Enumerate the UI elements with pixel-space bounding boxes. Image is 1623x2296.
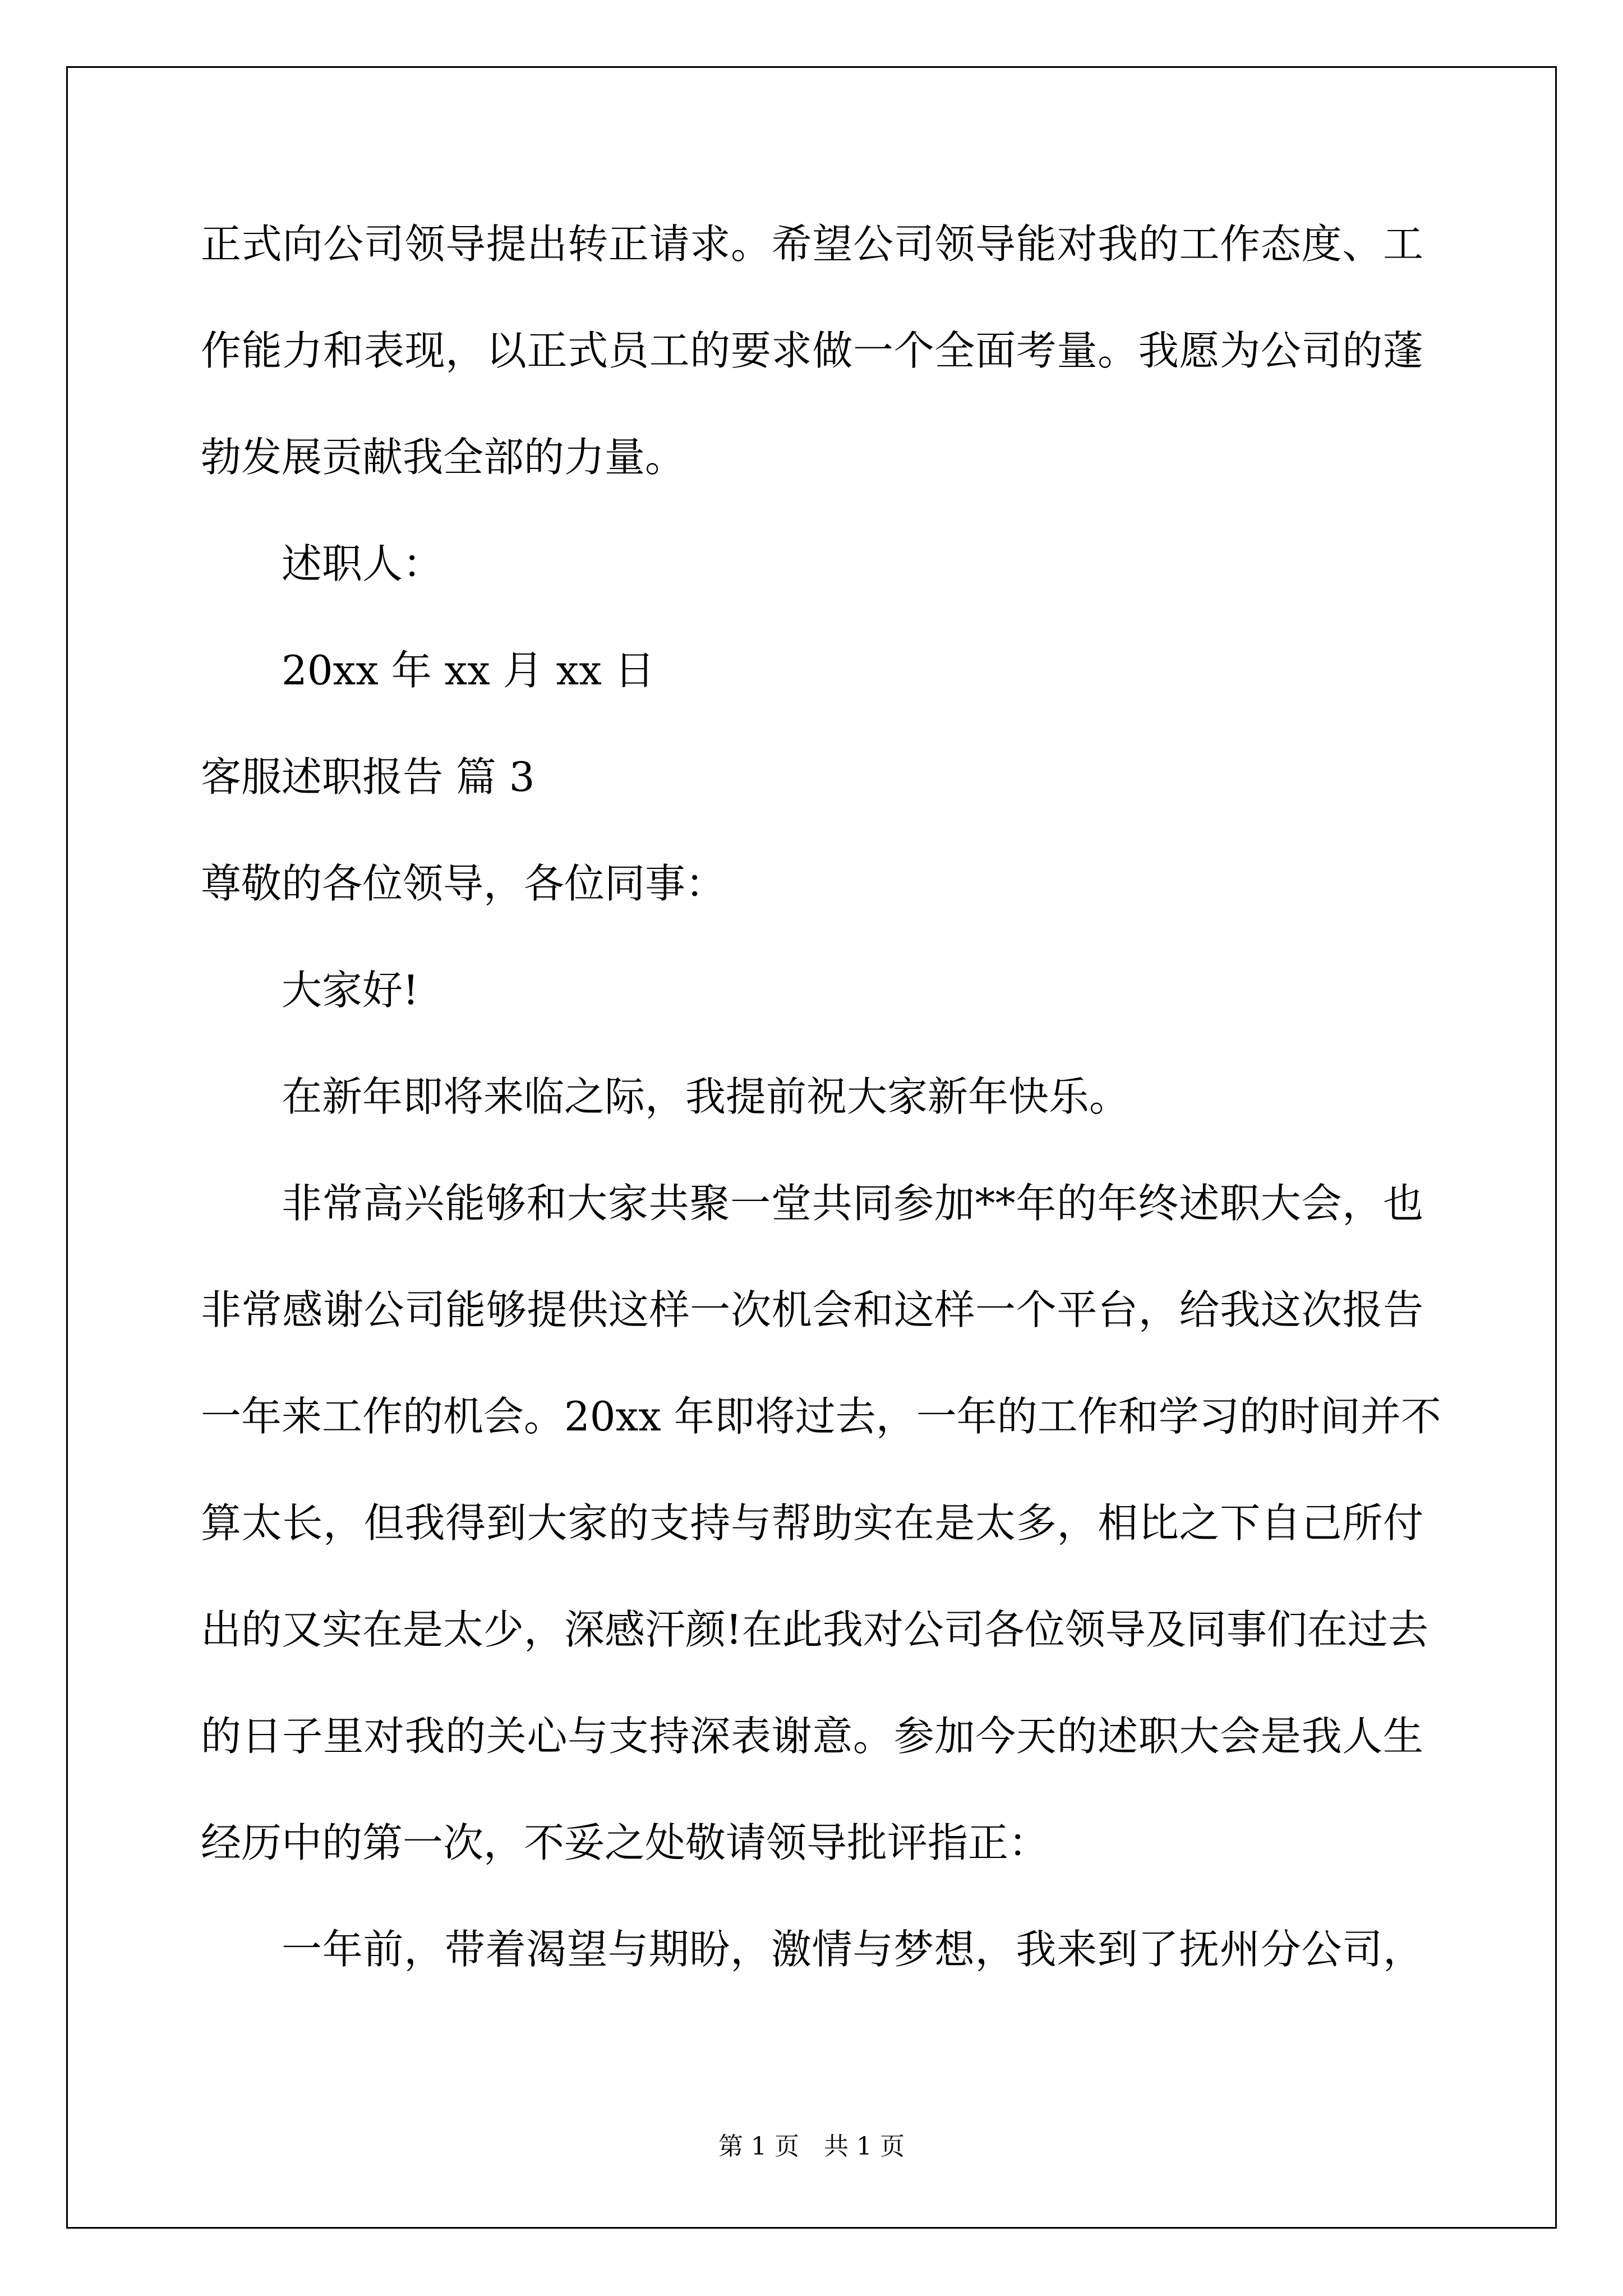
page-number-footer: 第 1 页 共 1 页 bbox=[718, 2132, 905, 2161]
greeting: 大家好! bbox=[282, 967, 419, 1014]
paragraph-line: 算太长，但我得到大家的支持与帮助实在是太多，相比之下自己所付 bbox=[201, 1499, 1423, 1547]
paragraph-line: 正式向公司领导提出转正请求。希望公司领导能对我的工作态度、工 bbox=[201, 220, 1423, 268]
paragraph-line: 一年前，带着渴望与期盼，激情与梦想，我来到了抚州分公司， bbox=[282, 1926, 1423, 1973]
paragraph-line: 在新年即将来临之际，我提前祝大家新年快乐。 bbox=[282, 1073, 1130, 1120]
salutation: 尊敬的各位领导，各位同事： bbox=[201, 860, 726, 907]
document-body bbox=[201, 213, 1441, 2025]
paragraph-line: 经历中的第一次，不妥之处敬请领导批评指正： bbox=[201, 1819, 1049, 1866]
paragraph-line: 一年来工作的机会。20xx 年即将过去，一年的工作和学习的时间并不 bbox=[201, 1393, 1441, 1440]
signature-label: 述职人： bbox=[282, 540, 444, 587]
paragraph-line: 作能力和表现，以正式员工的要求做一个全面考量。我愿为公司的蓬 bbox=[201, 327, 1423, 374]
paragraph-line: 非常感谢公司能够提供这样一次机会和这样一个平台，给我这次报告 bbox=[201, 1286, 1423, 1333]
section-heading: 客服述职报告 篇 3 bbox=[201, 753, 535, 800]
paragraph-line: 的日子里对我的关心与支持深表谢意。参加今天的述职大会是我人生 bbox=[201, 1713, 1423, 1760]
paragraph-line: 非常高兴能够和大家共聚一堂共同参加**年的年终述职大会，也 bbox=[282, 1180, 1423, 1227]
paragraph-line: 出的又实在是太少，深感汗颜!在此我对公司各位领导及同事们在过去 bbox=[201, 1606, 1428, 1653]
paragraph-line: 勃发展贡献我全部的力量。 bbox=[201, 434, 686, 481]
date-line: 20xx 年 xx 月 xx 日 bbox=[282, 647, 655, 694]
